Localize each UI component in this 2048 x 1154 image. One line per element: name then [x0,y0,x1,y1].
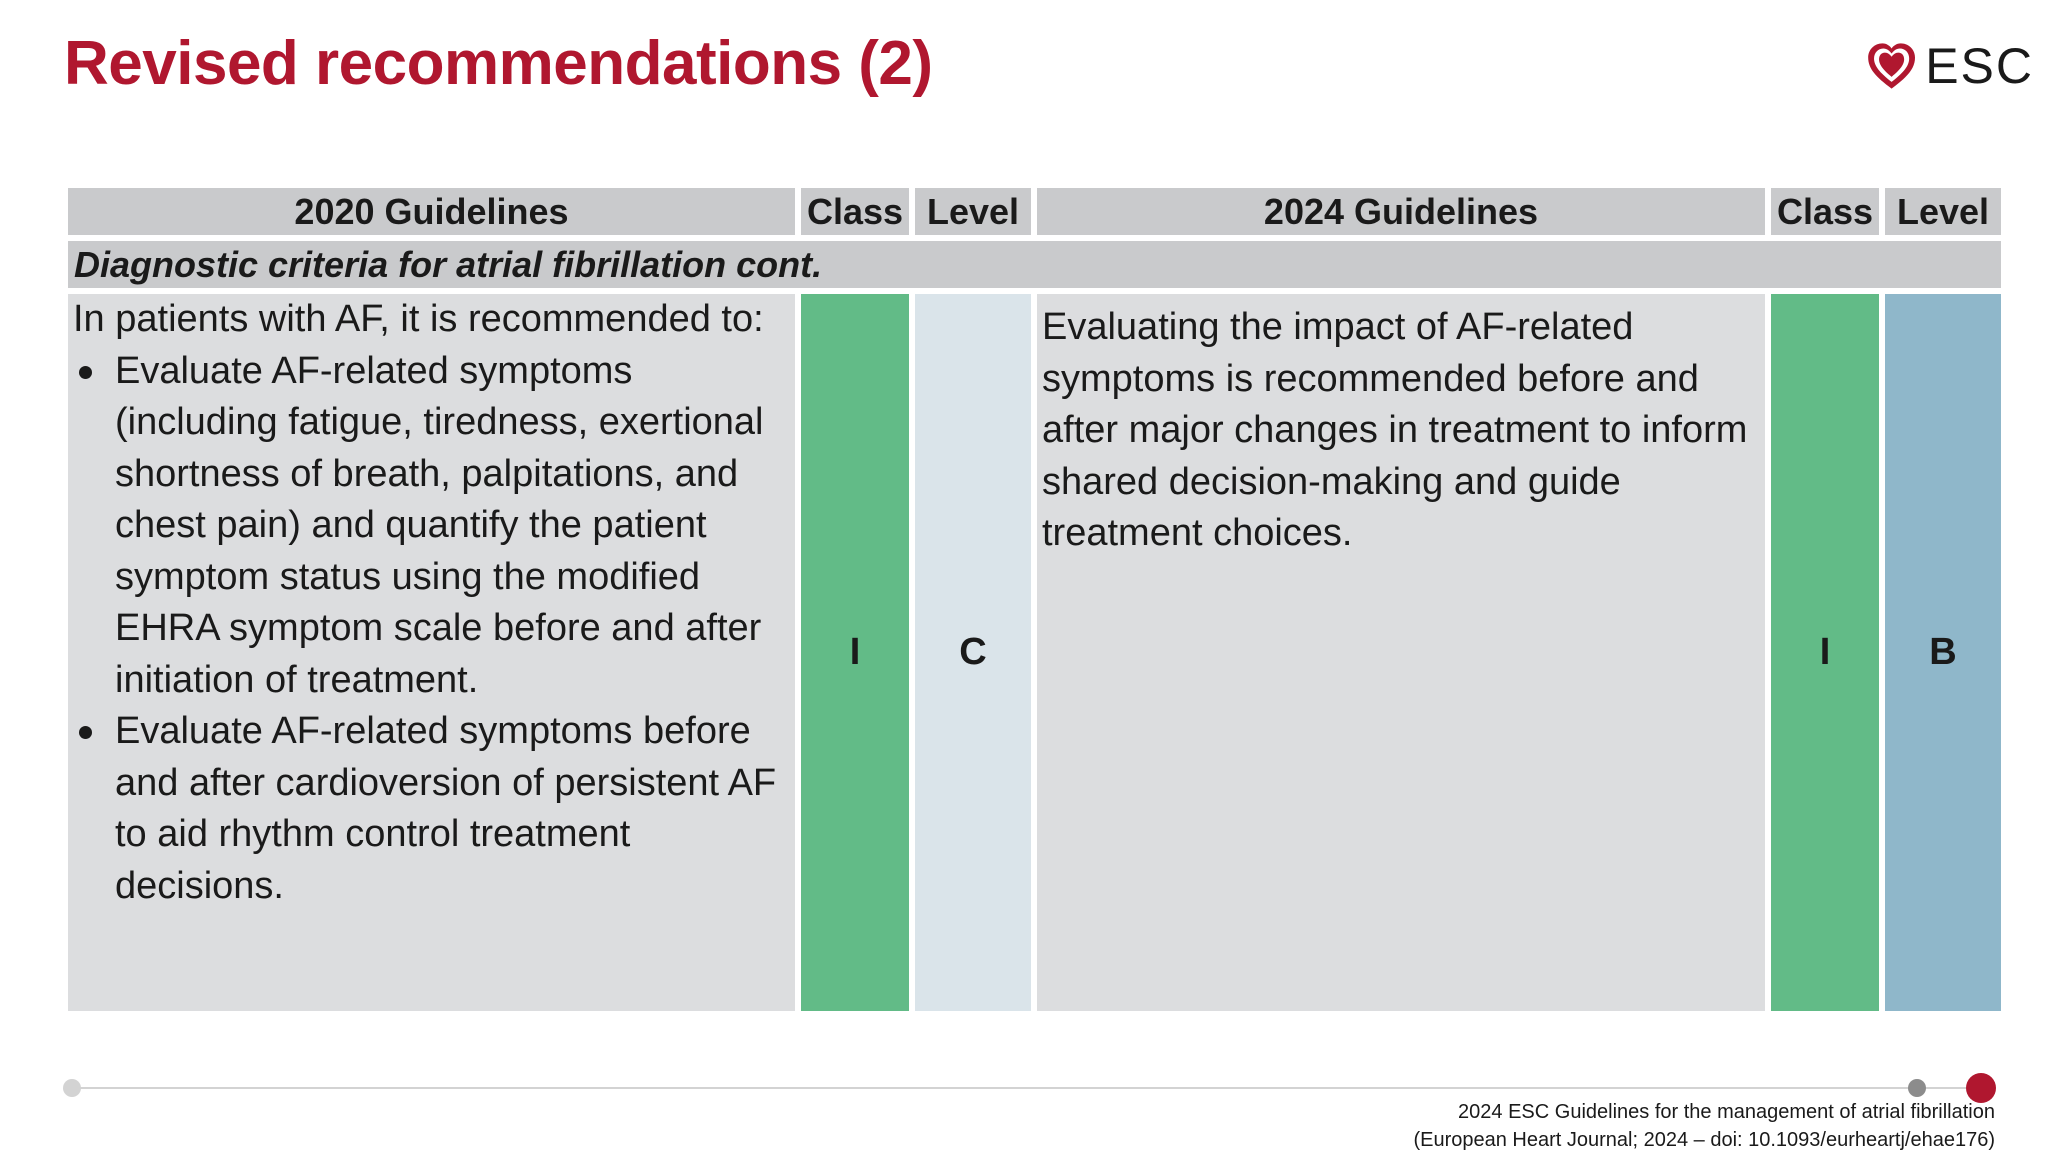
slide-title: Revised recommendations (2) [64,29,933,98]
new-class-badge: I [1771,294,1879,1011]
new-level-badge: B [1885,294,2001,1011]
header-2024-guidelines: 2024 Guidelines [1037,188,1765,235]
old-level-badge: C [915,294,1031,1011]
header-2020-class: Class [801,188,909,235]
header-2020-level: Level [915,188,1031,235]
old-class-badge: I [801,294,909,1011]
logo-text: ESC [1925,38,2034,94]
old-recommendation-text [68,294,795,1011]
esc-logo [1864,30,2034,102]
recommendations-table [68,188,2000,1011]
citation-footer [1413,1098,1995,1154]
citation-line-2: (European Heart Journal; 2024 – doi: 10.1093/eurheartj/ehae176) [1413,1129,1995,1151]
progress-start-dot [63,1079,81,1097]
header-2024-level: Level [1885,188,2001,235]
header-2020-guidelines: 2020 Guidelines [68,188,795,235]
bullet-item: Evaluate AF-related symptoms (including fatigue, tiredness, exertional shortness of breath, palpitations, and chest pain) and quantify the patient symptom status using the modified EHRA symptom scale before and after initiation of treatment. [73,346,785,707]
progress-line [72,1087,1966,1089]
old-recommendation-bullets [73,346,785,913]
bullet-item: Evaluate AF-related symptoms before and after cardioversion of persistent AF to aid rhythm control treatment decisions. [73,706,785,912]
new-recommendation-text: Evaluating the impact of AF-related symptoms is recommended before and after major changes in treatment to inform shared decision-making and guide treatment choices. [1037,294,1765,1011]
header-2024-class: Class [1771,188,1879,235]
section-title: Diagnostic criteria for atrial fibrillation cont. [68,241,2001,288]
heart-logo-icon [1864,33,1919,99]
citation-line-1: 2024 ESC Guidelines for the management of atrial fibrillation [1458,1101,1995,1123]
progress-dot [1908,1079,1926,1097]
old-recommendation-intro: In patients with AF, it is recommended to: [73,298,764,340]
